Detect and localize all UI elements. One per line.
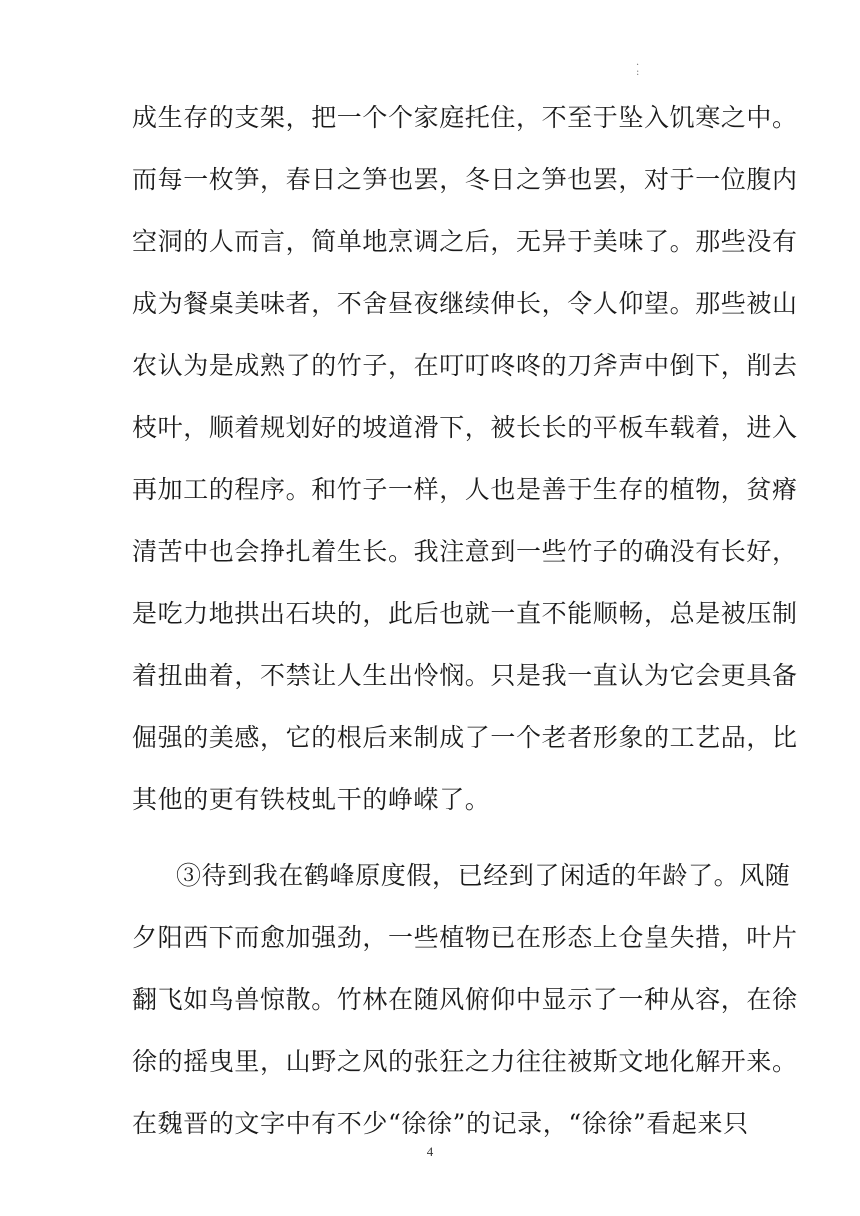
text-line: 农认为是成熟了的竹子，在叮叮咚咚的刀斧声中倒下，削去 [132,351,798,380]
text-line: 翻飞如鸟兽惊散。竹林在随风俯仰中显示了一种从容，在徐 [132,985,798,1014]
text-line: 再加工的程序。和竹子一样，人也是善于生存的植物，贫瘠 [132,475,798,504]
text-line: 空洞的人而言，简单地烹调之后，无异于美味了。那些没有 [132,227,798,256]
page-number: 4 [426,1144,434,1159]
text-line: 是吃力地拱出石块的，此后也就一直不能顺畅，总是被压制 [132,599,798,628]
text-line: 其他的更有铁枝虬干的峥嵘了。 [132,785,491,814]
text-line: 在魏晋的文字中有不少“徐徐”的记录，“徐徐”看起来只 [132,1109,749,1138]
text-line: 成为餐桌美味者，不舍昼夜继续伸长，令人仰望。那些被山 [132,289,798,318]
text-line: 枝叶，顺着规划好的坡道滑下，被长长的平板车载着，进入 [132,413,798,442]
text-line: 倔强的美感，它的根后来制成了一个老者形象的工艺品，比 [132,723,798,752]
corner-mark-dot: . [636,57,640,68]
corner-mark-colon: : [636,67,640,78]
text-line: 徐的摇曳里，山野之风的张狂之力往往被斯文地化解开来。 [132,1047,798,1076]
corner-mark [636,58,639,78]
text-line: 夕阳西下而愈加强劲，一些植物已在形态上仓皇失措，叶片 [132,923,798,952]
paragraph-start-line: ③待到我在鹤峰原度假，已经到了闲适的年龄了。风随 [176,861,791,890]
text-line: 清苦中也会挣扎着生长。我注意到一些竹子的确没有长好， [132,537,798,566]
text-line: 着扭曲着，不禁让人生出怜悯。只是我一直认为它会更具备 [132,661,798,690]
text-line: 成生存的支架，把一个个家庭托住，不至于坠入饥寒之中。 [132,103,798,132]
text-line: 而每一枚笋，春日之笋也罢，冬日之笋也罢，对于一位腹内 [132,165,798,194]
